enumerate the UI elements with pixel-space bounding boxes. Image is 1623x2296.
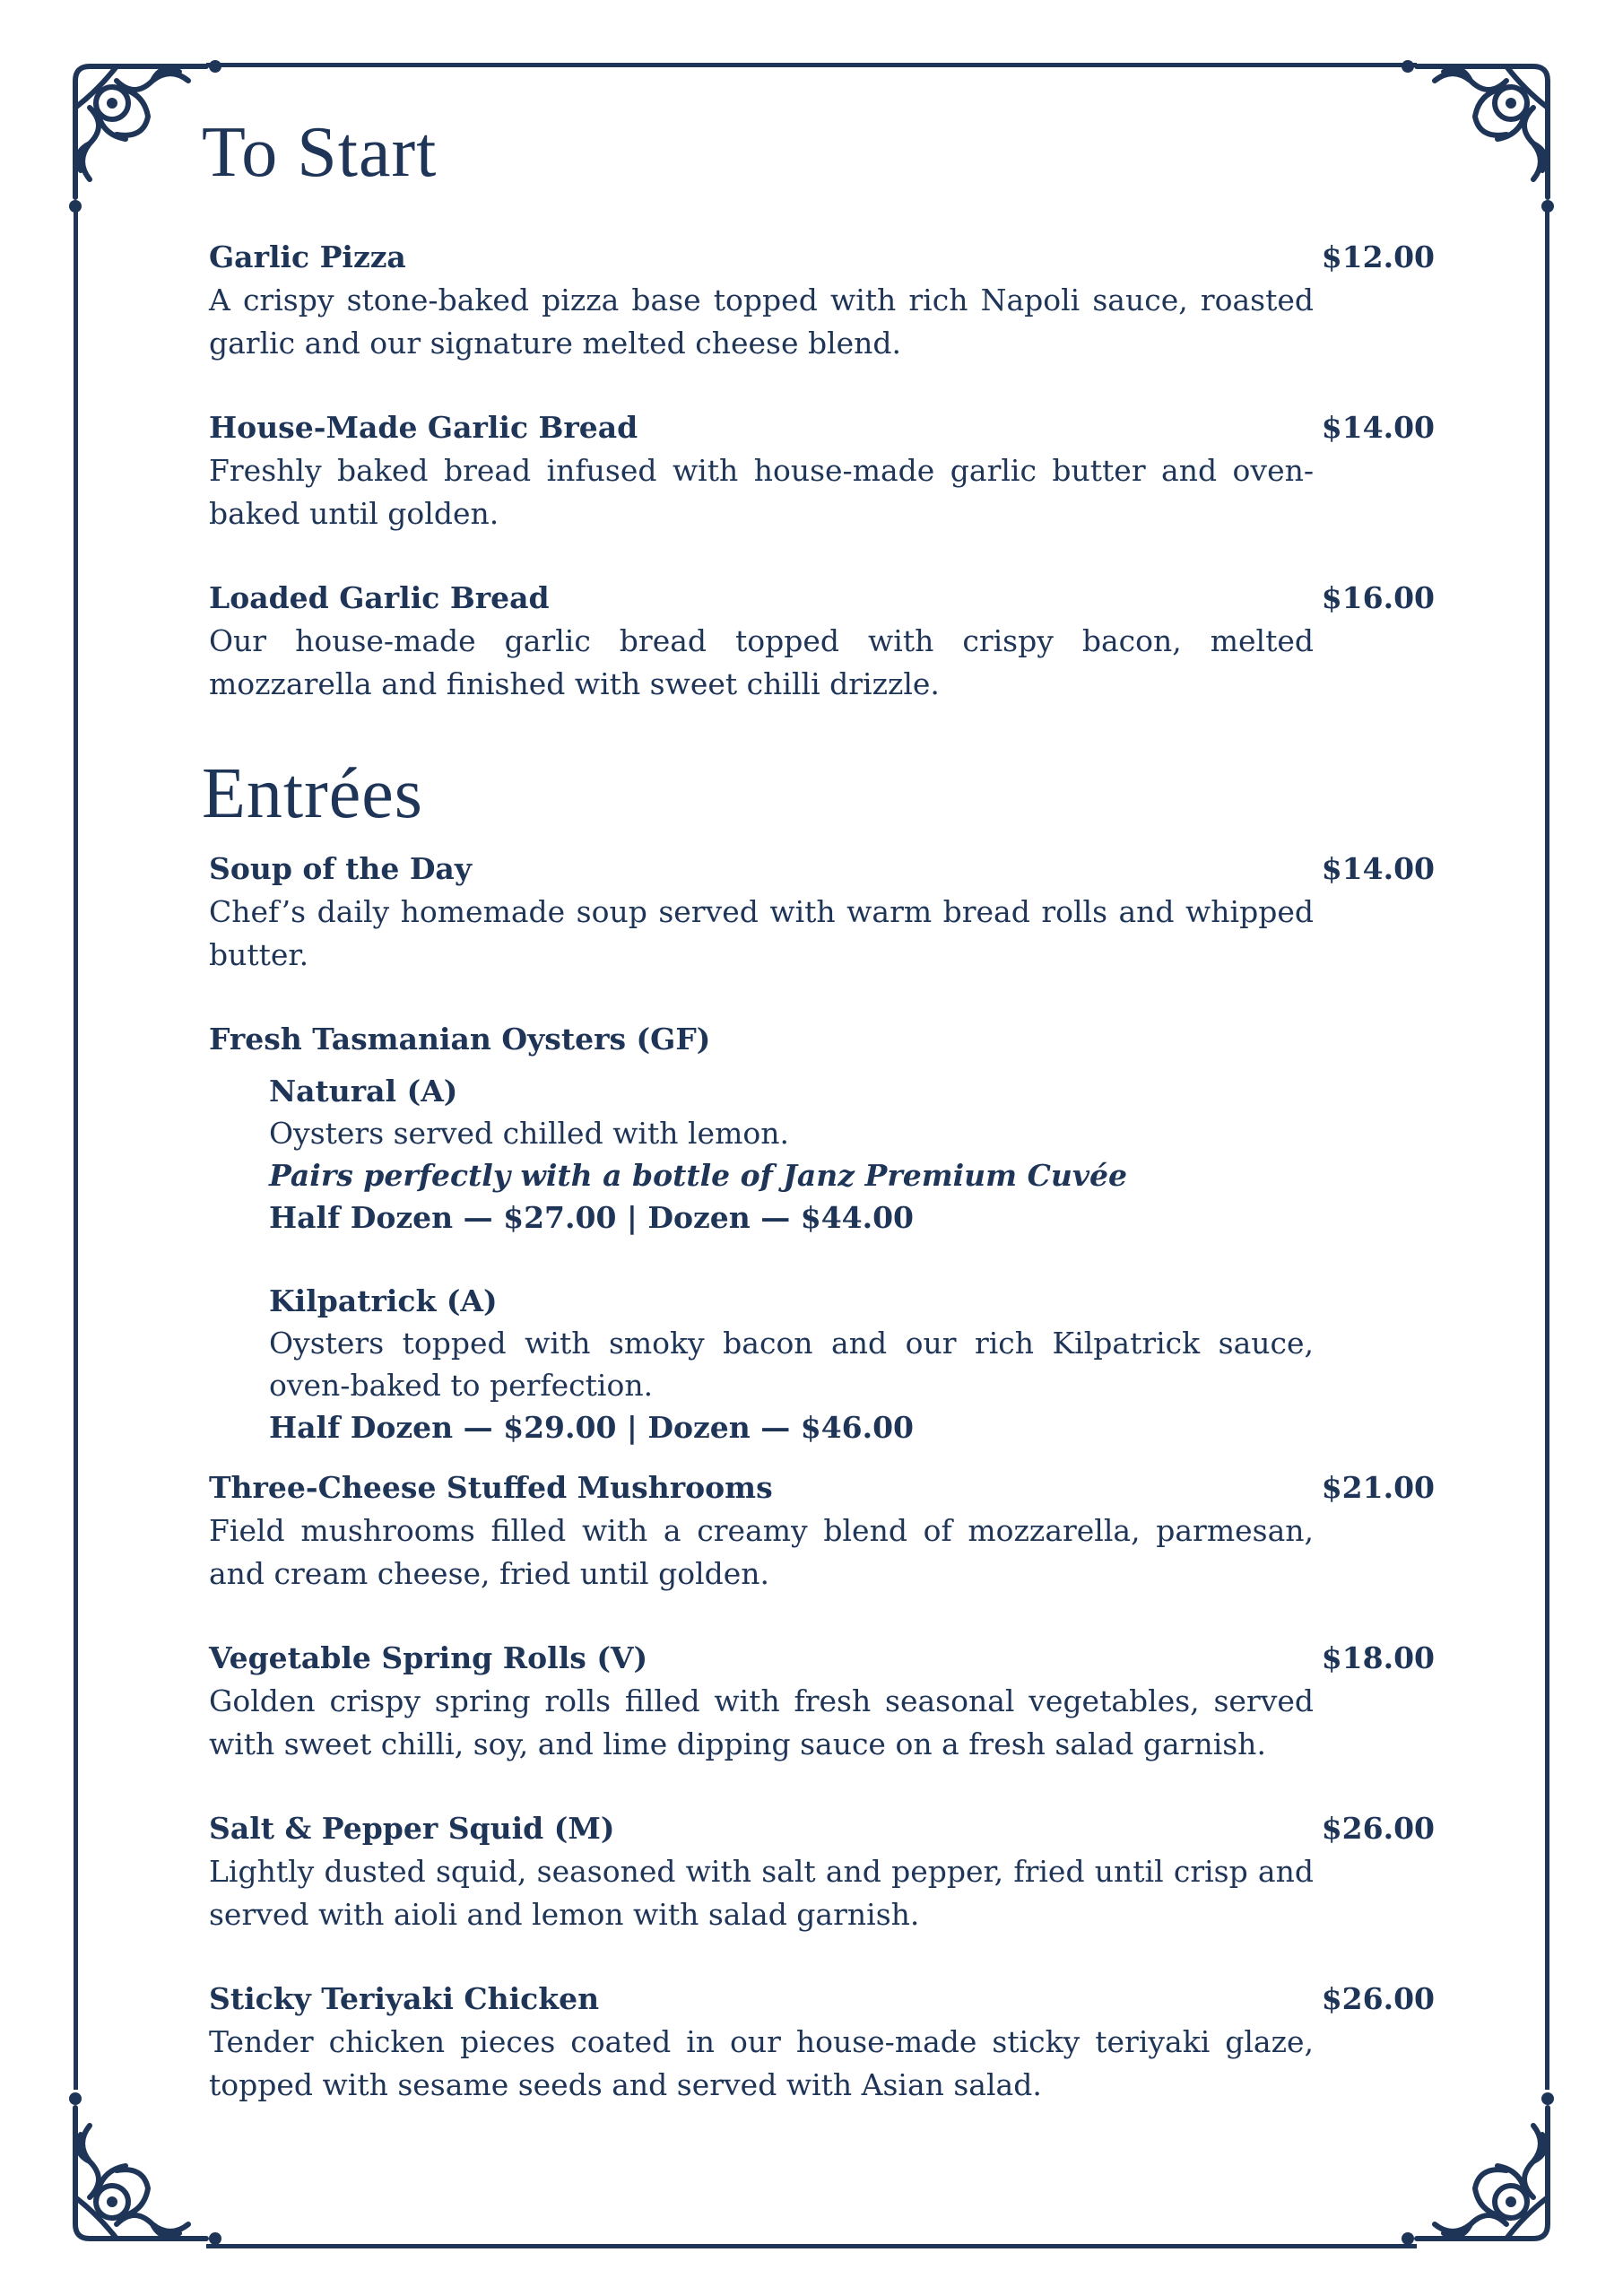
option-pricing: Half Dozen — $29.00 | Dozen — $46.00	[269, 1410, 915, 1445]
menu-item	[209, 1466, 1435, 1596]
frame-border-right	[1545, 206, 1549, 2090]
option-description: Oysters topped with smoky bacon and our rich Kilpatrick sauce, oven-baked to perfection.	[269, 1326, 1314, 1403]
item-name: Soup of the Day	[209, 851, 472, 886]
item-price: $26.00	[1321, 1981, 1435, 2016]
item-description: Our house-made garlic bread topped with crispy bacon, melted mozzarella and finished with sweet chilli drizzle.	[209, 623, 1314, 701]
section-title-entrees: Entrées	[202, 754, 423, 833]
option-pairing: Pairs perfectly with a bottle of Janz Premium Cuvée	[269, 1158, 1127, 1193]
option-description: Oysters served chilled with lemon.	[269, 1116, 789, 1151]
option-pricing: Half Dozen — $27.00 | Dozen — $44.00	[269, 1200, 915, 1235]
menu-item-oysters	[209, 1018, 1435, 1448]
item-description: Field mushrooms filled with a creamy blend of mozzarella, parmesan, and cream cheese, fried until golden.	[209, 1513, 1314, 1591]
item-name: Salt & Pepper Squid (M)	[209, 1811, 615, 1846]
option-name: Natural (A)	[269, 1074, 458, 1109]
menu-item	[209, 1637, 1435, 1766]
section-title-to-start: To Start	[202, 113, 438, 192]
item-name: Loaded Garlic Bread	[209, 580, 550, 615]
option-name: Kilpatrick (A)	[269, 1283, 498, 1318]
item-price: $12.00	[1321, 239, 1435, 274]
item-description: Lightly dusted squid, seasoned with salt and pepper, fried until crisp and served with aioli and lemon with salad garnish.	[209, 1854, 1314, 1932]
item-price: $18.00	[1321, 1640, 1435, 1675]
item-description: A crispy stone-baked pizza base topped with rich Napoli sauce, roasted garlic and our signature melted cheese blend.	[209, 283, 1314, 361]
menu-item	[209, 1978, 1435, 2107]
menu-item	[209, 1807, 1435, 1936]
menu-item	[209, 236, 1435, 365]
item-name: Fresh Tasmanian Oysters (GF)	[209, 1022, 711, 1057]
item-price: $26.00	[1321, 1811, 1435, 1846]
oyster-option	[269, 1070, 1435, 1239]
item-name: House-Made Garlic Bread	[209, 410, 638, 445]
item-price: $14.00	[1321, 410, 1435, 445]
item-description: Golden crispy spring rolls filled with fresh seasonal vegetables, served with sweet chilli, soy, and lime dipping sauce on a fresh salad garnish.	[209, 1683, 1314, 1761]
menu-item	[209, 577, 1435, 706]
frame-border-bottom	[206, 2244, 1417, 2248]
menu-content	[202, 113, 1435, 2148]
item-name: Garlic Pizza	[209, 239, 406, 274]
menu-item	[209, 406, 1435, 535]
item-price: $14.00	[1321, 851, 1435, 886]
item-price: $16.00	[1321, 580, 1435, 615]
item-name: Vegetable Spring Rolls (V)	[209, 1640, 648, 1675]
frame-border-left	[74, 206, 78, 2090]
menu-item	[209, 848, 1435, 977]
item-name: Three-Cheese Stuffed Mushrooms	[209, 1470, 773, 1505]
frame-border-top	[206, 63, 1417, 67]
item-description: Tender chicken pieces coated in our house-made sticky teriyaki glaze, topped with sesame seeds and served with Asian salad.	[209, 2024, 1314, 2102]
oyster-options	[269, 1070, 1435, 1448]
oyster-option	[269, 1280, 1435, 1448]
item-price: $21.00	[1321, 1470, 1435, 1505]
item-description: Chef’s daily homemade soup served with warm bread rolls and whipped butter.	[209, 894, 1314, 972]
item-name: Sticky Teriyaki Chicken	[209, 1981, 600, 2016]
item-description: Freshly baked bread infused with house-made garlic butter and oven-baked until golden.	[209, 453, 1314, 531]
